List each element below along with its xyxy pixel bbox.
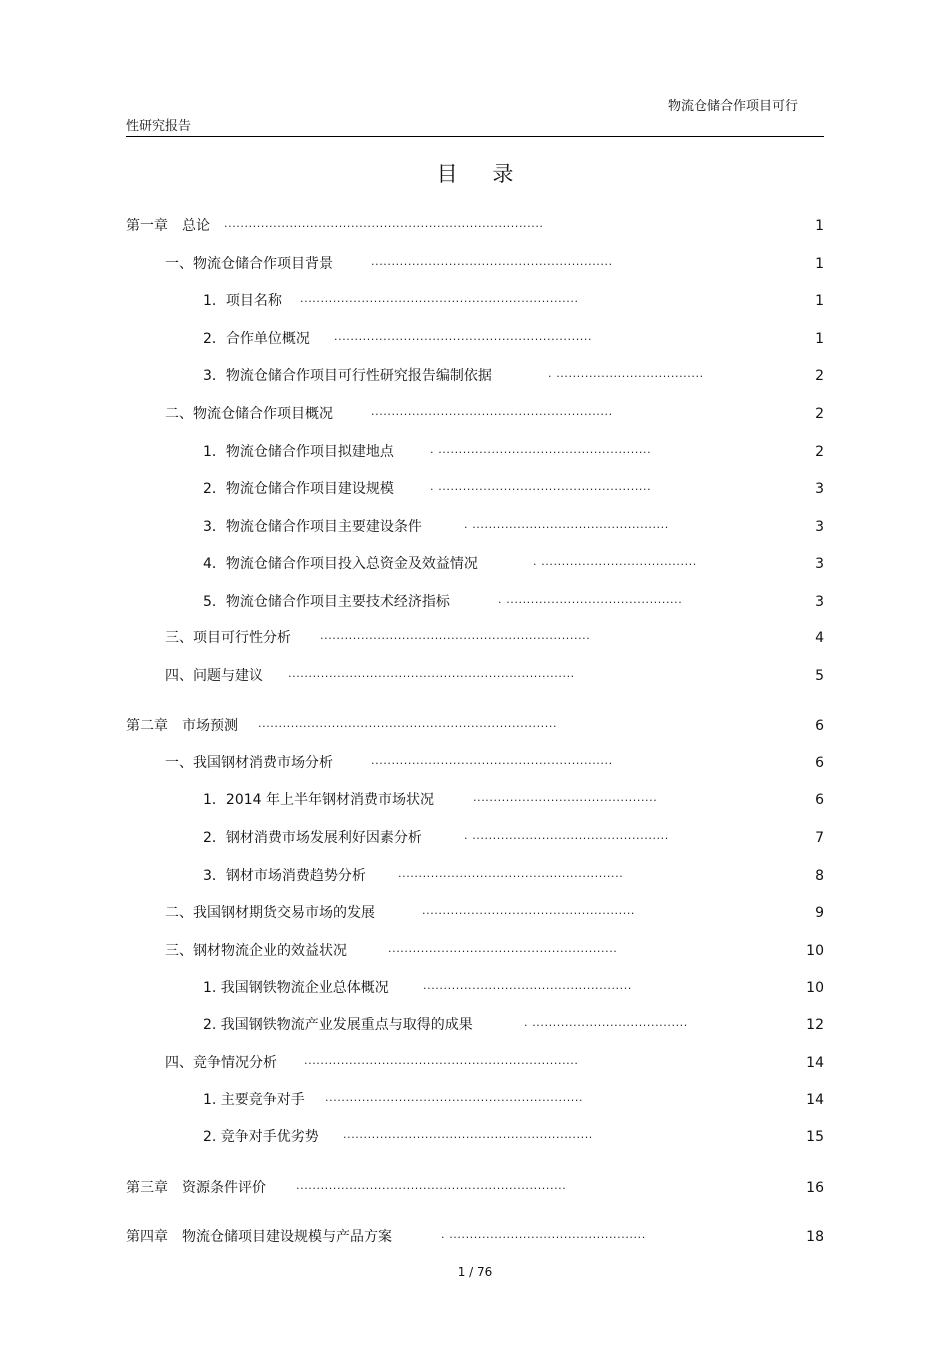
toc-entry[interactable]	[0, 329, 824, 349]
toc-page-number: 3	[815, 519, 824, 535]
toc-entry[interactable]	[0, 1178, 824, 1198]
toc-page-number: 6	[815, 718, 824, 734]
toc-leader-dots: . ................................................	[441, 1228, 646, 1241]
toc-entry-title: 1．项目名称	[203, 293, 282, 309]
toc-entry-title: 4．物流仓储合作项目投入总资金及效益情况	[203, 556, 478, 572]
toc-page-number: 2	[815, 368, 824, 384]
toc-entry-title: 2．物流仓储合作项目建设规模	[203, 481, 394, 497]
toc-leader-dots: ...................................................	[423, 979, 632, 992]
toc-page-number: 16	[806, 1180, 824, 1196]
toc-entry-title: 5．物流仓储合作项目主要技术经济指标	[203, 594, 450, 610]
toc-entry-title: 第二章 市场预测	[126, 718, 238, 734]
toc-entry-title: 四、问题与建议	[165, 668, 263, 684]
toc-entry-title: 二、我国钢材期货交易市场的发展	[165, 905, 375, 921]
toc-entry-title: 2．钢材消费市场发展利好因素分析	[203, 830, 422, 846]
toc-entry[interactable]	[0, 592, 824, 612]
toc-entry[interactable]	[0, 1090, 824, 1110]
toc-entry-title: 四、竞争情况分析	[165, 1055, 277, 1071]
toc-page-number: 15	[806, 1129, 824, 1145]
toc-page-number: 3	[815, 594, 824, 610]
toc-page-number: 6	[815, 792, 824, 808]
toc-entry[interactable]	[0, 903, 824, 923]
toc-entry-title: 2. 竞争对手优劣势	[203, 1129, 319, 1145]
toc-title: 目 录	[436, 162, 528, 186]
toc-page-number: 9	[815, 905, 824, 921]
toc-leader-dots: ...........................................................	[371, 405, 613, 418]
toc-leader-dots: ......................................................................	[288, 667, 575, 680]
toc-page-number: 6	[815, 755, 824, 771]
toc-leader-dots: ..................................................................	[320, 629, 591, 642]
toc-entry[interactable]	[0, 554, 824, 574]
toc-entry-title: 三、钢材物流企业的效益状况	[165, 943, 347, 959]
toc-entry[interactable]	[0, 753, 824, 773]
toc-leader-dots: .......................................................	[398, 867, 624, 880]
toc-leader-dots: . ......................................	[524, 1016, 688, 1029]
toc-entry[interactable]	[0, 291, 824, 311]
toc-page-number: 3	[815, 556, 824, 572]
toc-entry-title: 1. 我国钢铁物流企业总体概况	[203, 980, 389, 996]
toc-entry[interactable]	[0, 517, 824, 537]
toc-entry[interactable]	[0, 828, 824, 848]
toc-page-number: 12	[806, 1017, 824, 1033]
toc-entry-title: 1. 主要竞争对手	[203, 1092, 305, 1108]
toc-leader-dots: . ....................................	[548, 367, 704, 380]
toc-page-number: 1	[815, 256, 824, 272]
toc-entry-title: 3．物流仓储合作项目可行性研究报告编制依据	[203, 368, 492, 384]
running-header-right: 物流仓储合作项目可行	[668, 99, 799, 114]
toc-page-number: 14	[806, 1055, 824, 1071]
toc-leader-dots: ....................................................................	[300, 292, 579, 305]
toc-page-number: 2	[815, 444, 824, 460]
toc-entry-title: 第四章 物流仓储项目建设规模与产品方案	[126, 1229, 392, 1245]
toc-entry-title: 三、项目可行性分析	[165, 630, 291, 646]
toc-entry[interactable]	[0, 1127, 824, 1147]
toc-entry-title: 2. 我国钢铁物流产业发展重点与取得的成果	[203, 1017, 473, 1033]
toc-entry[interactable]	[0, 790, 824, 810]
toc-page-number: 2	[815, 406, 824, 422]
toc-entry[interactable]	[0, 978, 824, 998]
toc-page-number: 1	[815, 331, 824, 347]
toc-page-number: 10	[806, 943, 824, 959]
toc-leader-dots: ...................................................................	[304, 1054, 579, 1067]
toc-entry[interactable]	[0, 442, 824, 462]
toc-leader-dots: .............................................	[473, 791, 658, 804]
toc-leader-dots: . ....................................................	[430, 443, 652, 456]
toc-entry[interactable]	[0, 1015, 824, 1035]
toc-page-number: 1	[815, 218, 824, 234]
toc-leader-dots: . ...........................................	[498, 593, 683, 606]
toc-leader-dots: .............................................................	[343, 1128, 593, 1141]
toc-entry[interactable]	[0, 366, 824, 386]
toc-leader-dots: .........................................................................	[258, 717, 558, 730]
toc-leader-dots: ....................................................	[422, 904, 636, 917]
toc-page-number: 8	[815, 868, 824, 884]
toc-leader-dots: . ................................................	[464, 518, 669, 531]
toc-entry-title: 1．2014 年上半年钢材消费市场状况	[203, 792, 434, 808]
toc-page-number: 3	[815, 481, 824, 497]
toc-entry-title: 一、物流仓储合作项目背景	[165, 256, 333, 272]
toc-entry[interactable]	[0, 404, 824, 424]
toc-leader-dots: ...........................................................	[371, 255, 613, 268]
toc-entry-title: 3．物流仓储合作项目主要建设条件	[203, 519, 422, 535]
toc-entry[interactable]	[0, 479, 824, 499]
page-number: 1 / 76	[457, 1265, 493, 1279]
toc-leader-dots: . ....................................................	[430, 480, 652, 493]
toc-page-number: 4	[815, 630, 824, 646]
toc-entry[interactable]	[0, 254, 824, 274]
toc-entry[interactable]	[0, 216, 824, 236]
running-header-left: 性研究报告	[126, 119, 192, 134]
toc-entry[interactable]	[0, 1053, 824, 1073]
toc-leader-dots: ........................................................	[388, 942, 618, 955]
toc-entry[interactable]	[0, 666, 824, 686]
toc-entry[interactable]	[0, 716, 824, 736]
toc-page-number: 10	[806, 980, 824, 996]
toc-leader-dots: ...........................................................	[371, 754, 613, 767]
toc-entry-title: 3．钢材市场消费趋势分析	[203, 868, 366, 884]
toc-entry-title: 1．物流仓储合作项目拟建地点	[203, 444, 394, 460]
toc-entry-title: 2．合作单位概况	[203, 331, 310, 347]
toc-entry-title: 第三章 资源条件评价	[126, 1180, 266, 1196]
toc-entry[interactable]	[0, 941, 824, 961]
toc-entry-title: 二、物流仓储合作项目概况	[165, 406, 333, 422]
toc-page-number: 1	[815, 293, 824, 309]
toc-page-number: 18	[806, 1229, 824, 1245]
toc-leader-dots: ...............................................................	[325, 1091, 584, 1104]
toc-leader-dots: ...............................................................	[334, 330, 593, 343]
toc-page-number: 7	[815, 830, 824, 846]
toc-entry[interactable]	[0, 866, 824, 886]
toc-leader-dots: ..............................................................................	[224, 217, 544, 230]
toc-leader-dots: ..................................................................	[296, 1179, 567, 1192]
toc-page-number: 14	[806, 1092, 824, 1108]
toc-page-number: 5	[815, 668, 824, 684]
toc-leader-dots: . ................................................	[464, 829, 669, 842]
toc-leader-dots: . ......................................	[533, 555, 697, 568]
toc-entry[interactable]	[0, 1227, 824, 1247]
toc-entry-title: 一、我国钢材消费市场分析	[165, 755, 333, 771]
toc-entry[interactable]	[0, 628, 824, 648]
toc-entry-title: 第一章 总论	[126, 218, 210, 234]
